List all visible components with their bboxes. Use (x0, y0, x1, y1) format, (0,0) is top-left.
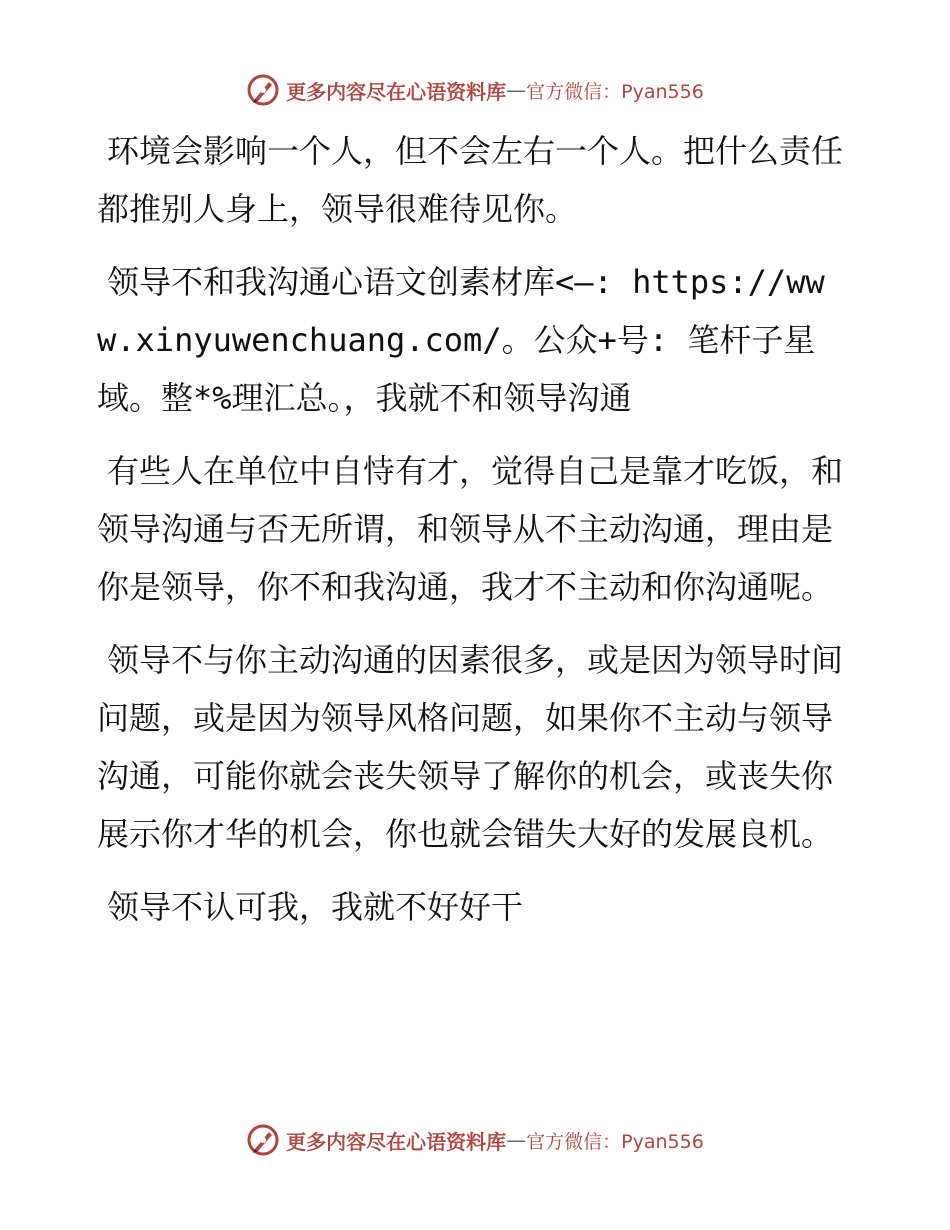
footer-banner (0, 1120, 950, 1160)
header-wechat: 官方微信：Pyan556 (526, 80, 704, 103)
paragraph-4: 领导不与你主动沟通的因素很多，或是因为领导时间问题，或是因为领导风格问题，如果你不主动与领导沟通，可能你就会丧失领导了解你的机会，或丧失你展示你才华的机会，你也就会错失大好的发展良机。 (97, 641, 844, 853)
footer-title: 更多内容尽在心语资料库 (286, 1129, 507, 1154)
footer-wechat: 官方微信：Pyan556 (526, 1130, 704, 1153)
document-body (97, 122, 857, 951)
paragraph-2: 领导不和我沟通心语文创素材库<—: https://www.xinyuwenchuang.com/。公众+号: 笔杆子星域。整*%理汇总。，我就不和领导沟通 (97, 263, 825, 417)
paragraph-5: 领导不认可我，我就不好好干 (107, 888, 524, 926)
footer-dash: — (506, 1128, 527, 1152)
header-dash: — (506, 78, 527, 102)
paragraph-3: 有些人在单位中自恃有才，觉得自己是靠才吃饭，和领导沟通与否无所谓，和领导从不主动沟通，理由是你是领导，你不和我沟通，我才不主动和你沟通呢。 (97, 452, 844, 606)
header-banner (0, 70, 950, 110)
header-title: 更多内容尽在心语资料库 (286, 79, 507, 104)
pen-logo-icon (246, 1123, 280, 1157)
paragraph-1: 环境会影响一个人，但不会左右一个人。把什么责任都推别人身上，领导很难待见你。 (97, 132, 844, 228)
pen-logo-icon (246, 73, 280, 107)
